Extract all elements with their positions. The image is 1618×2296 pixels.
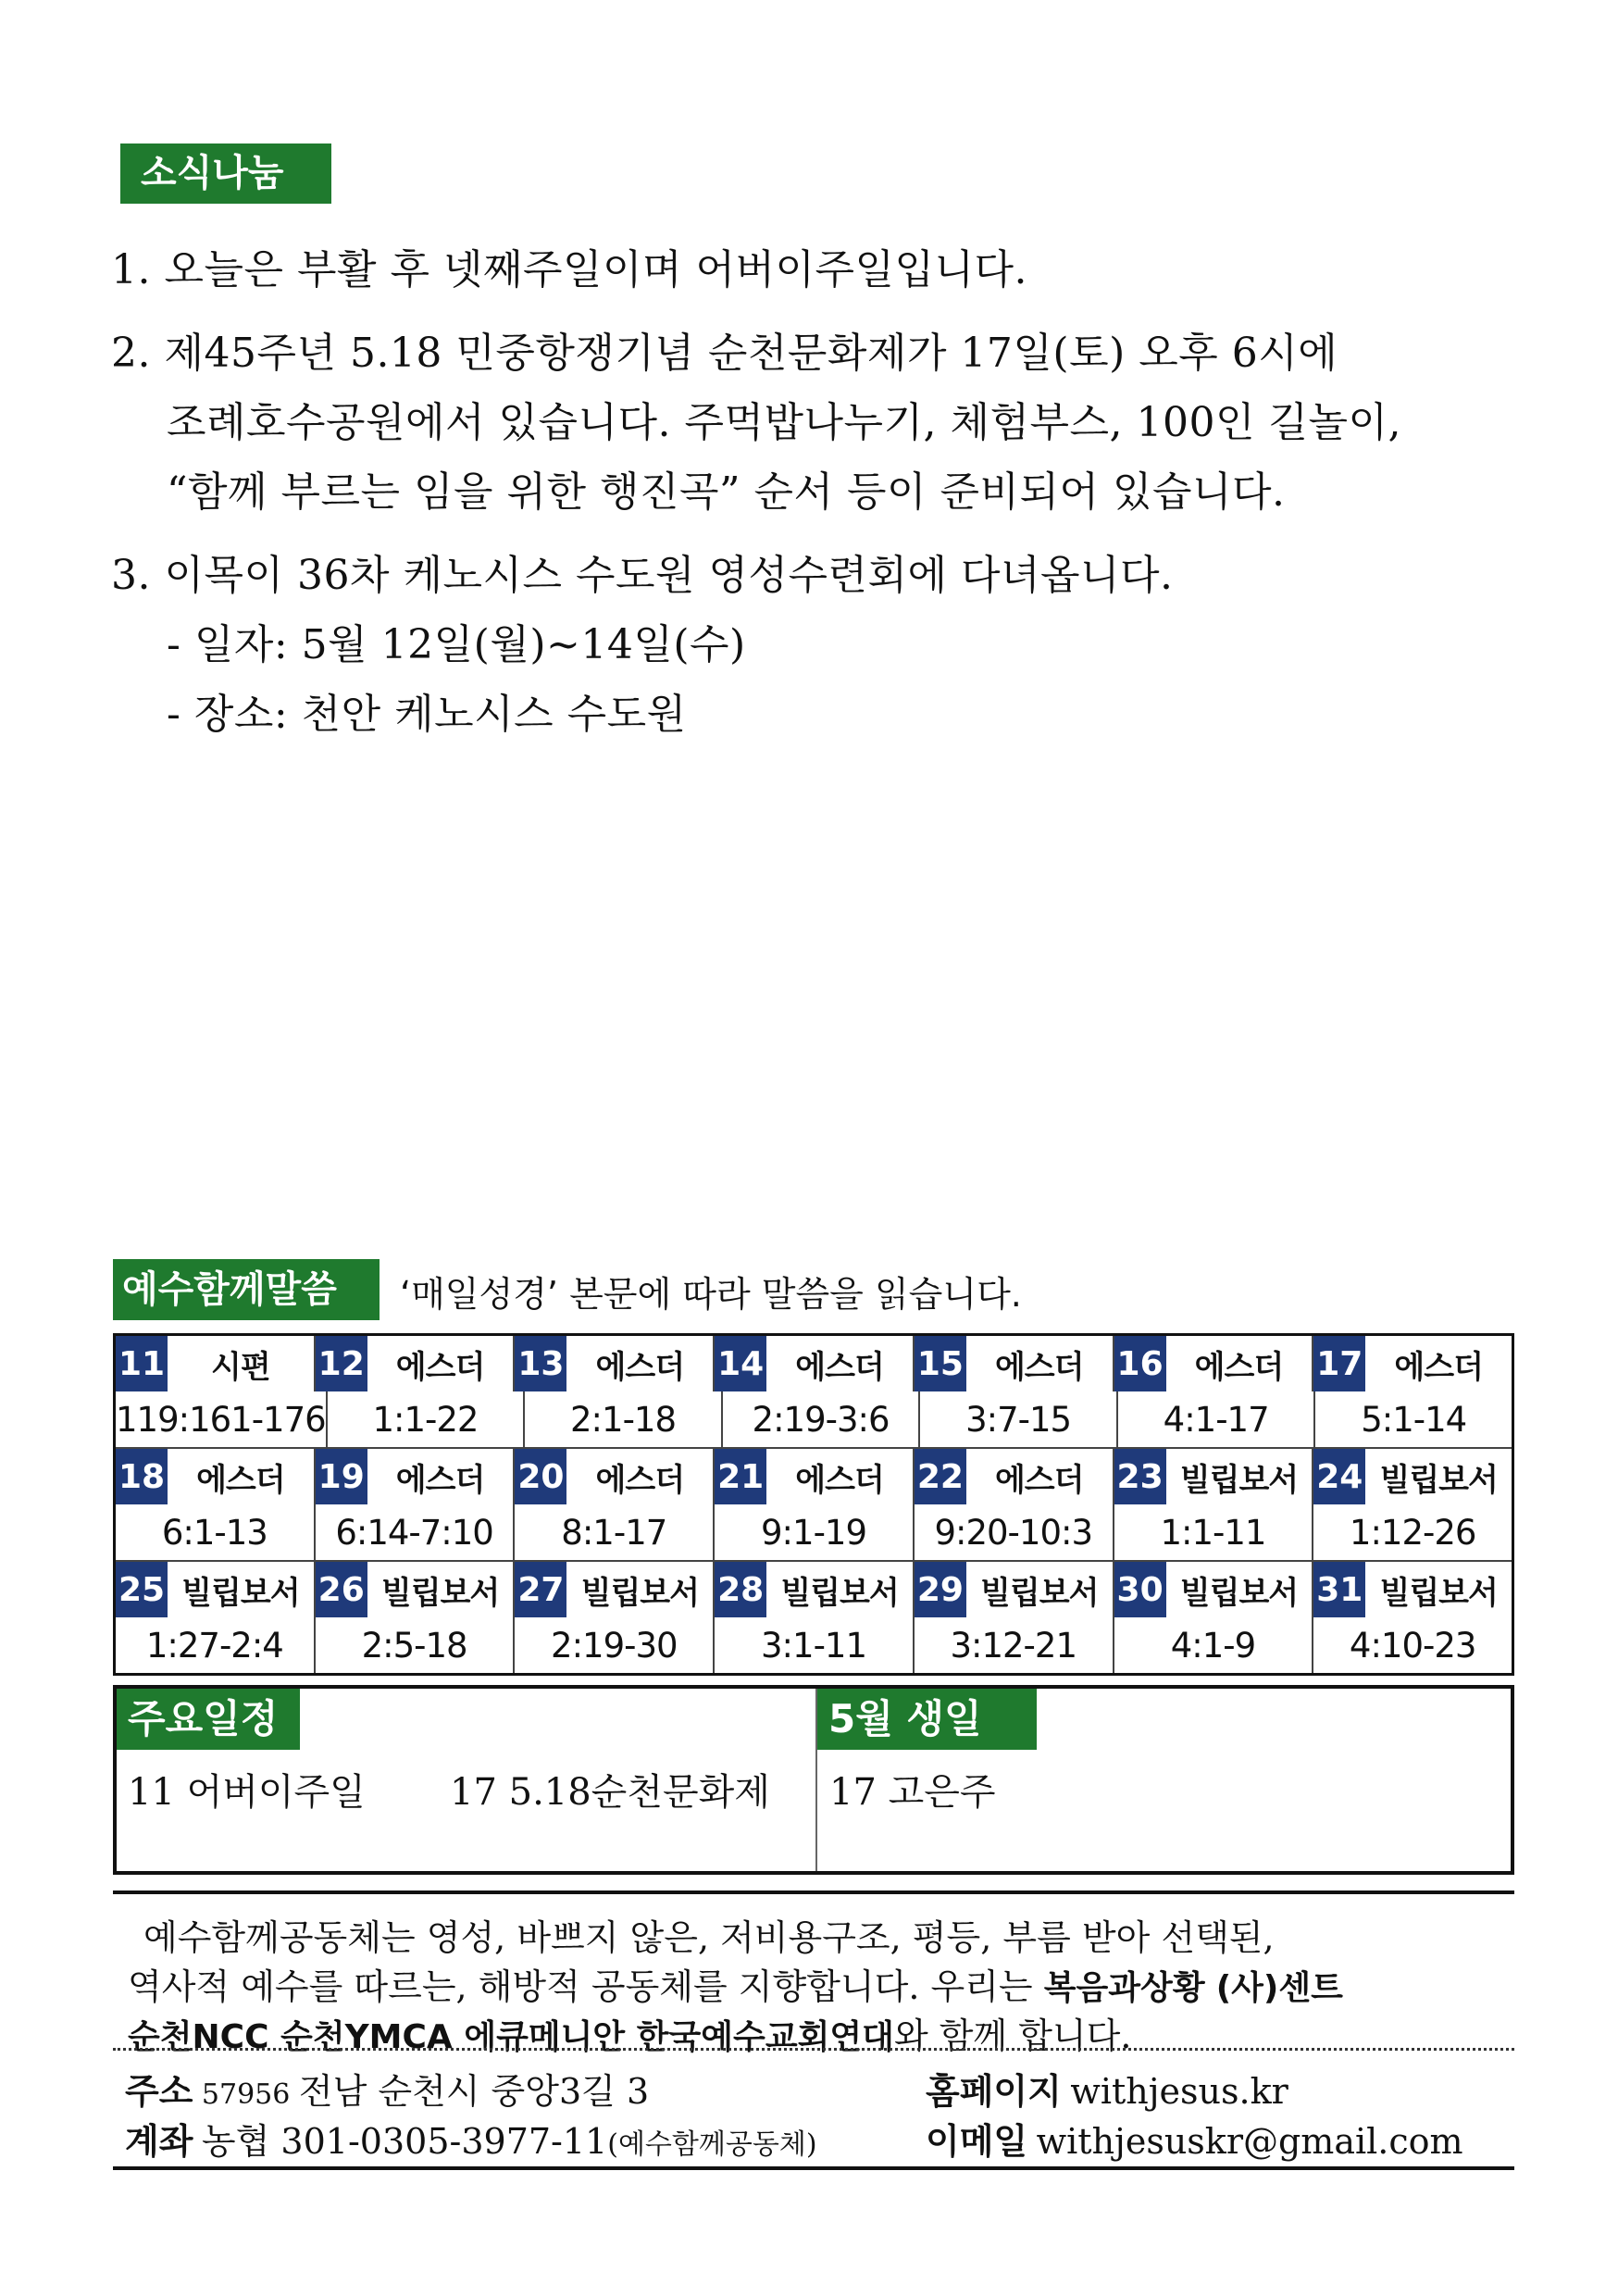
book-name: 빌립보서	[1379, 1574, 1498, 1612]
reading-day-row	[116, 1336, 1512, 1391]
reading-day-cell	[915, 1562, 1114, 1617]
verse-range: 2:19-3:6	[752, 1399, 890, 1440]
day-number: 11	[116, 1336, 168, 1391]
reading-verse-cell	[920, 1391, 1118, 1447]
account-label: 계좌	[125, 2121, 193, 2162]
book-name: 빌립보서	[580, 1574, 699, 1612]
reading-verse-cell	[316, 1504, 516, 1560]
news-item-3: 3. 이목이 36차 케노시스 수도원 영성수련회에 다녀옵니다.	[111, 552, 1174, 599]
reading-day-cell	[316, 1449, 516, 1504]
book-name: 에스더	[994, 1348, 1084, 1386]
reading-verse-cell	[116, 1617, 316, 1673]
reading-verse-cell	[316, 1617, 516, 1673]
verse-range: 119:161-176	[116, 1399, 326, 1440]
schedule-item: 11 어버이주일	[128, 1771, 366, 1814]
reading-day-cell	[116, 1562, 316, 1617]
reading-day-cell	[316, 1562, 516, 1617]
reading-verse-cell	[1313, 1504, 1512, 1560]
schedule-birthday-box	[113, 1685, 1514, 1875]
book-name: 에스더	[196, 1461, 285, 1499]
reading-day-cell	[1114, 1449, 1314, 1504]
reading-day-cell	[1313, 1336, 1512, 1391]
mission-text: 역사적 예수를 따르는, 해방적 공동체를 지향합니다. 우리는	[128, 1966, 1044, 2007]
news-item-1: 1. 오늘은 부활 후 넷째주일이며 어버이주일입니다.	[111, 246, 1027, 293]
reading-verse-cell	[515, 1617, 715, 1673]
divider	[113, 2166, 1514, 2170]
news-item-2-continued: 조례호수공원에서 있습니다. 주먹밥나누기, 체험부스, 100인 길놀이,	[167, 399, 1401, 446]
day-number: 12	[316, 1336, 367, 1391]
reading-verse-cell	[915, 1617, 1114, 1673]
reading-day-cell	[915, 1336, 1114, 1391]
news-section-tag: 소식나눔	[120, 144, 331, 204]
day-number: 31	[1313, 1562, 1365, 1617]
reading-verse-cell	[723, 1391, 921, 1447]
verse-range: 3:7-15	[965, 1399, 1072, 1440]
day-number: 24	[1313, 1449, 1365, 1504]
book-name: 빌립보서	[181, 1574, 300, 1612]
book-name: 에스더	[795, 1348, 884, 1386]
verse-range: 6:1-13	[161, 1512, 268, 1553]
verse-range: 4:1-9	[1170, 1625, 1256, 1666]
mission-text: 와 함께 합니다.	[893, 2015, 1132, 2056]
verse-range: 3:12-21	[950, 1625, 1077, 1666]
news-item-3-date: - 일자: 5월 12일(월)~14일(수)	[167, 621, 746, 668]
reading-day-cell	[715, 1562, 915, 1617]
day-number: 19	[316, 1449, 367, 1504]
reading-verse-cell	[1313, 1617, 1512, 1673]
news-item-3-place: - 장소: 천안 케노시스 수도원	[167, 691, 687, 738]
address-line	[125, 2063, 649, 2114]
verse-range: 1:27-2:4	[145, 1625, 283, 1666]
address: 전남 순천시 중앙3길 3	[298, 2071, 650, 2112]
reading-verse-cell	[1118, 1391, 1316, 1447]
reading-verse-row	[116, 1617, 1512, 1673]
book-name: 빌립보서	[1379, 1461, 1498, 1499]
reading-day-cell	[515, 1449, 715, 1504]
day-number: 13	[515, 1336, 566, 1391]
reading-verse-cell	[515, 1504, 715, 1560]
verse-range: 1:12-26	[1349, 1512, 1476, 1553]
day-number: 29	[915, 1562, 966, 1617]
verse-range: 1:1-11	[1160, 1512, 1266, 1553]
partner-name: (사)	[1215, 1969, 1279, 2007]
reading-day-cell	[1114, 1562, 1314, 1617]
verse-range: 9:20-10:3	[934, 1512, 1092, 1553]
day-number: 28	[715, 1562, 766, 1617]
verse-range: 3:1-11	[761, 1625, 866, 1666]
reading-day-cell	[715, 1449, 915, 1504]
reading-verse-cell	[525, 1391, 723, 1447]
schedule-tag: 주요일정	[117, 1689, 300, 1750]
day-number: 14	[715, 1336, 766, 1391]
reading-verse-cell	[116, 1391, 328, 1447]
reading-verse-cell	[915, 1504, 1114, 1560]
reading-verse-row	[116, 1391, 1512, 1449]
verse-range: 4:10-23	[1349, 1625, 1476, 1666]
day-number: 20	[515, 1449, 566, 1504]
day-number: 23	[1114, 1449, 1166, 1504]
day-number: 16	[1114, 1336, 1166, 1391]
reading-day-row	[116, 1449, 1512, 1504]
day-number: 26	[316, 1562, 367, 1617]
verse-range: 2:1-18	[570, 1399, 676, 1440]
email-label: 이메일	[926, 2121, 1028, 2162]
verse-range: 4:1-17	[1163, 1399, 1269, 1440]
book-name: 에스더	[1194, 1348, 1284, 1386]
reading-day-cell	[515, 1336, 715, 1391]
reading-verse-cell	[328, 1391, 526, 1447]
mission-line-2	[128, 1958, 1343, 2009]
book-name: 에스더	[795, 1461, 884, 1499]
day-number: 15	[915, 1336, 966, 1391]
reading-verse-cell	[116, 1504, 316, 1560]
reading-description: ‘매일성경’ 본문에 따라 말씀을 읽습니다.	[400, 1274, 1022, 1315]
news-item-2: 2. 제45주년 5.18 민중항쟁기념 순천문화제가 17일(토) 오후 6시에	[111, 330, 1338, 377]
reading-day-cell	[116, 1449, 316, 1504]
reading-day-cell	[116, 1336, 316, 1391]
reading-day-cell	[1313, 1562, 1512, 1617]
book-name: 에스더	[395, 1461, 485, 1499]
birthday-tag: 5월 생일	[817, 1689, 1037, 1750]
reading-day-cell	[316, 1336, 516, 1391]
email-link[interactable]: withjesuskr@gmail.com	[1036, 2121, 1463, 2162]
reading-day-cell	[1114, 1336, 1314, 1391]
book-name: 빌립보서	[1179, 1574, 1299, 1612]
verse-range: 5:1-14	[1361, 1399, 1467, 1440]
account-holder: (예수함께공동체)	[607, 2128, 817, 2161]
day-number: 18	[116, 1449, 168, 1504]
book-name: 에스더	[395, 1348, 485, 1386]
account-line	[125, 2113, 817, 2164]
book-name: 에스더	[595, 1461, 685, 1499]
reading-verse-row	[116, 1504, 1512, 1562]
day-number: 30	[1114, 1562, 1166, 1617]
homepage-label: 홈페이지	[926, 2071, 1062, 2112]
account-number: 농협 301-0305-3977-11	[201, 2121, 608, 2162]
verse-range: 6:14-7:10	[335, 1512, 493, 1553]
dotted-divider	[113, 2048, 1514, 2051]
day-number: 17	[1313, 1336, 1365, 1391]
homepage-line	[926, 2063, 1288, 2114]
reading-day-cell	[1313, 1449, 1512, 1504]
reading-verse-cell	[715, 1617, 915, 1673]
book-name: 에스더	[1394, 1348, 1483, 1386]
book-name: 빌립보서	[780, 1574, 899, 1612]
mission-line-1: 예수함께공동체는 영성, 바쁘지 않은, 저비용구조, 평등, 부름 받아 선택된,	[143, 1917, 1275, 1958]
homepage-link[interactable]: withjesus.kr	[1070, 2071, 1288, 2112]
partner-names: 순천NCC 순천YMCA 에큐메니안 한국예수교회연대	[128, 2018, 894, 2056]
reading-verse-cell	[1114, 1617, 1314, 1673]
postcode: 57956	[201, 2078, 291, 2111]
reading-verse-cell	[715, 1504, 915, 1560]
partner-name: 센트	[1278, 1969, 1343, 2007]
reading-day-cell	[915, 1449, 1114, 1504]
book-name: 에스더	[595, 1348, 685, 1386]
book-name: 에스더	[994, 1461, 1084, 1499]
news-item-2-continued: “함께 부르는 임을 위한 행진곡” 순서 등이 준비되어 있습니다.	[167, 468, 1286, 516]
verse-range: 8:1-17	[561, 1512, 667, 1553]
book-name: 빌립보서	[380, 1574, 500, 1612]
reading-verse-cell	[1315, 1391, 1512, 1447]
reading-day-cell	[715, 1336, 915, 1391]
day-number: 22	[915, 1449, 966, 1504]
book-name: 빌립보서	[1179, 1461, 1299, 1499]
reading-section-tag: 예수함께말씀	[113, 1259, 380, 1320]
day-number: 27	[515, 1562, 566, 1617]
address-label: 주소	[125, 2071, 193, 2112]
day-number: 21	[715, 1449, 766, 1504]
verse-range: 9:1-19	[761, 1512, 866, 1553]
schedule-item: 17 5.18순천문화제	[450, 1771, 770, 1814]
reading-schedule-table	[113, 1333, 1514, 1676]
partner-name: 복음과상황	[1043, 1969, 1205, 2007]
day-number: 25	[116, 1562, 168, 1617]
verse-range: 2:19-30	[551, 1625, 678, 1666]
verse-range: 1:1-22	[372, 1399, 479, 1440]
verse-range: 2:5-18	[361, 1625, 467, 1666]
reading-day-cell	[515, 1562, 715, 1617]
book-name: 시편	[211, 1348, 270, 1386]
email-line	[926, 2113, 1463, 2164]
divider	[113, 1890, 1514, 1894]
birthday-item: 17 고은주	[829, 1771, 996, 1814]
reading-verse-cell	[1114, 1504, 1314, 1560]
reading-day-row	[116, 1562, 1512, 1617]
book-name: 빌립보서	[980, 1574, 1099, 1612]
